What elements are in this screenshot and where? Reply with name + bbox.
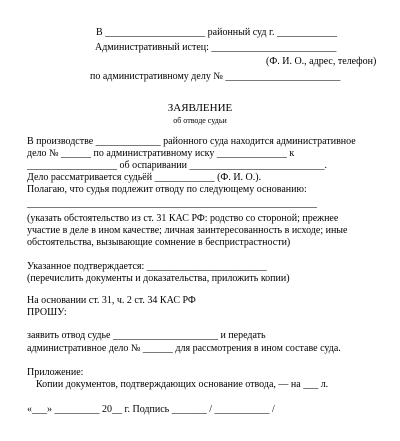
body-line-4: Дело рассматривается судьёй ____________ (Ф. И. О.). bbox=[27, 172, 262, 183]
attachments-item: Копии документов, подтверждающих основание отвода, — на ___ л. bbox=[36, 379, 329, 390]
body-line-5: Полагаю, что судья подлежит отводу по следующему основанию: bbox=[27, 184, 307, 195]
request-line-2: административное дело № ______ для рассмотрения в ином составе суда. bbox=[27, 343, 341, 354]
signature-line: «___» _________ 20__ г. Подпись _______ / ___________ / bbox=[27, 404, 275, 415]
body-line-1: В производстве _____________ районного суда находится административное bbox=[27, 136, 356, 147]
document-subtitle: об отводе судьи bbox=[173, 116, 227, 125]
grounds-note-line-3: обстоятельства, вызывающие сомнение в беспристрастности) bbox=[27, 237, 291, 248]
body-line-6: __________________________________________________________ bbox=[27, 198, 317, 209]
document-title: ЗАЯВЛЕНИЕ bbox=[167, 102, 233, 114]
body-line-3: __________________ об оспаривании ___________________________. bbox=[27, 160, 327, 171]
case-number-line: по административному делу № _______________________ bbox=[90, 71, 341, 82]
plaintiff-line: Административный истец: _________________________ bbox=[95, 42, 337, 53]
request-line-1: заявить отвод судье _____________________ и передать bbox=[27, 330, 266, 341]
grounds-note-line-1: (указать обстоятельство из ст. 31 КАС РФ: родство со стороной; прежнее bbox=[27, 213, 339, 224]
confirm-hint: (перечислить документы и доказательства, приложить копии) bbox=[27, 273, 290, 284]
attachments-heading: Приложение: bbox=[27, 367, 84, 378]
court-line: В ____________________ районный суд г. ____________ bbox=[96, 27, 337, 38]
plaintiff-hint: (Ф. И. О., адрес, телефон) bbox=[266, 56, 377, 67]
confirm-line: Указанное подтверждается: ________________________ bbox=[27, 261, 267, 272]
grounds-note-line-2: участие в деле в ином качестве; личная заинтересованность в исходе; иные bbox=[27, 225, 348, 236]
request-heading: ПРОШУ: bbox=[27, 307, 67, 318]
body-line-2: дело № ______ по административному иску ______________ к bbox=[27, 148, 295, 159]
legal-basis: На основании ст. 31, ч. 2 ст. 34 КАС РФ bbox=[27, 295, 196, 306]
